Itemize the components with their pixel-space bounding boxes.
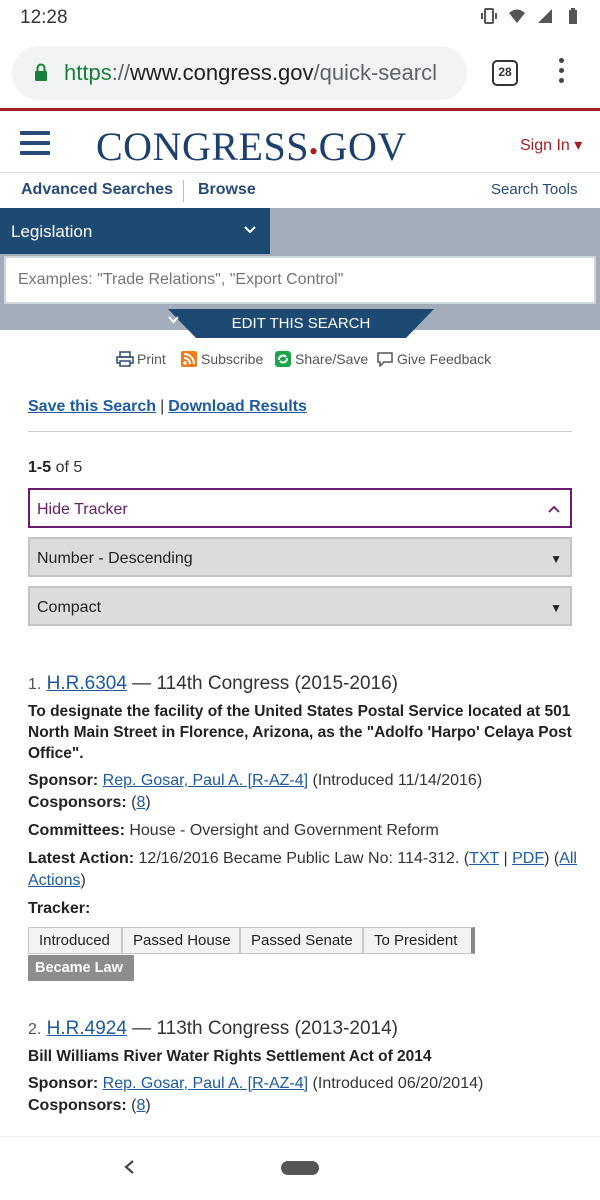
signal-icon (536, 7, 554, 25)
subscribe-button[interactable] (180, 351, 263, 367)
sponsor-label: Sponsor: (28, 1075, 99, 1092)
search-panel (0, 208, 600, 330)
advanced-searches-link[interactable]: Advanced Searches (21, 181, 174, 198)
hide-tracker-label: Hide Tracker (37, 501, 128, 518)
give-feedback-button[interactable] (376, 351, 491, 367)
results-range: 1-5 (28, 459, 52, 476)
address-bar[interactable] (12, 46, 467, 100)
secondary-nav (0, 173, 600, 208)
latest-action-label: Latest Action: (28, 850, 135, 867)
all-actions-link[interactable]: All Actions (28, 850, 577, 889)
printer-icon (116, 351, 134, 367)
sponsor-link[interactable]: Rep. Gosar, Paul A. [R-AZ-4] (102, 1075, 309, 1092)
download-results-link[interactable]: Download Results (168, 398, 307, 415)
back-icon[interactable] (122, 1159, 136, 1175)
latest-action-line: Latest Action: 12/16/2016 Became Public Law No: 114-312. (TXT | PDF) (All Actions) (28, 850, 577, 889)
tracker-step: Passed Senate (240, 927, 363, 954)
result-heading (28, 673, 578, 695)
view-select-value: Compact (37, 599, 102, 616)
divider (28, 431, 572, 432)
more-options-icon[interactable] (555, 58, 567, 88)
sign-in-link[interactable]: Sign In ▾ (520, 137, 583, 154)
committees-value: House - Oversight and Government Reform (124, 822, 439, 839)
clock: 12:28 (20, 7, 68, 28)
logo-dot: • (308, 137, 319, 166)
chevron-up-icon (548, 504, 560, 514)
nav-divider (183, 180, 184, 202)
cosponsors-link[interactable]: 8 (136, 1097, 146, 1114)
result-actions (28, 398, 307, 416)
latest-action-value: 12/16/2016 Became Public Law No: 114-312. ( (134, 850, 470, 867)
logo-word-gov: GOV (318, 124, 407, 169)
tracker-heading (28, 898, 578, 920)
print-label: Print (137, 351, 166, 367)
chevron-down-icon (168, 315, 179, 324)
site-logo[interactable] (96, 123, 407, 170)
speech-bubble-icon (376, 351, 394, 367)
share-icon (274, 351, 292, 367)
cosponsors-label: Cosponsors: (28, 1097, 127, 1114)
pdf-link[interactable]: PDF (512, 850, 545, 867)
result-item (28, 1018, 578, 1117)
status-bar (0, 0, 600, 36)
view-select[interactable] (28, 586, 572, 626)
tracker-step-current: Became Law (28, 955, 134, 981)
bill-title: Bill Williams River Water Rights Settlement Act of 2014 (28, 1048, 432, 1065)
subscribe-label: Subscribe (201, 351, 264, 367)
cosponsors-line: Cosponsors: (8) (28, 1097, 151, 1114)
bill-link[interactable]: H.R.6304 (46, 673, 127, 694)
dropdown-arrow-icon: ▼ (550, 601, 562, 615)
collection-select[interactable] (0, 208, 270, 254)
url-host: www.congress.gov (130, 60, 314, 85)
share-save-label: Share/Save (295, 351, 369, 367)
tracker-step: To President (363, 927, 475, 954)
lock-icon (34, 63, 48, 81)
browse-link[interactable]: Browse (198, 181, 256, 198)
tracker-label: Tracker: (28, 900, 91, 917)
committees-label: Committees: (28, 822, 125, 839)
txt-link[interactable]: TXT (469, 850, 500, 867)
chevron-down-icon (244, 224, 256, 236)
results-total: of 5 (51, 459, 83, 476)
sponsor-link[interactable]: Rep. Gosar, Paul A. [R-AZ-4] (102, 772, 309, 789)
share-save-button[interactable] (274, 351, 368, 367)
sponsor-label: Sponsor: (28, 772, 99, 789)
introduced-date: (Introduced 11/14/2016) (308, 772, 483, 789)
dropdown-arrow-icon: ▼ (550, 552, 562, 566)
vibrate-icon (480, 7, 498, 25)
action-separator: | (160, 398, 165, 415)
cosponsors-line: Cosponsors: (8) (28, 794, 151, 811)
battery-icon (564, 7, 582, 25)
sort-select[interactable] (28, 537, 572, 577)
tracker-step: Introduced (28, 927, 122, 954)
url-path: /quick-searcl (313, 60, 437, 85)
home-pill[interactable] (281, 1161, 319, 1175)
bill-title: To designate the facility of the United States Postal Service located at 501 North Main Street in Florence, Arizona, as the "Adolfo 'Harpo' Celaya Post Office". (28, 703, 572, 762)
save-search-link[interactable]: Save this Search (28, 398, 157, 415)
hide-tracker-button[interactable] (28, 488, 572, 528)
system-navigation-bar (0, 1136, 600, 1200)
collection-select-value: Legislation (11, 222, 93, 241)
site-header (0, 108, 600, 173)
congress-label: — 113th Congress (2013-2014) (126, 1018, 398, 1039)
url-separator: :// (111, 60, 131, 85)
wifi-icon (508, 7, 526, 25)
sponsor-line (28, 1073, 578, 1095)
logo-word-congress: CONGRESS (96, 124, 309, 169)
tracker-step: Passed House (122, 927, 240, 954)
result-number: 2. (28, 1021, 42, 1038)
introduced-date: (Introduced 06/20/2014) (308, 1075, 484, 1092)
rss-icon (180, 351, 198, 367)
search-input[interactable] (4, 256, 596, 304)
result-number: 1. (28, 676, 42, 693)
search-tools-link[interactable]: Search Tools (491, 181, 578, 198)
sponsor-line (28, 770, 578, 792)
congress-label: — 114th Congress (2015-2016) (126, 673, 398, 694)
browser-toolbar (0, 36, 600, 108)
url-scheme: https (64, 60, 112, 85)
sort-select-value: Number - Descending (37, 550, 193, 567)
give-feedback-label: Give Feedback (397, 351, 492, 367)
result-item (28, 673, 578, 920)
cosponsors-label: Cosponsors: (28, 794, 127, 811)
edit-search-toggle[interactable] (168, 309, 434, 338)
cosponsors-link[interactable]: 8 (136, 794, 146, 811)
bill-link[interactable]: H.R.4924 (46, 1018, 127, 1039)
hamburger-menu-icon[interactable] (20, 131, 50, 155)
print-button[interactable] (116, 351, 166, 367)
results-count (28, 459, 82, 477)
tab-switcher-button[interactable]: 28 (492, 60, 518, 86)
result-heading (28, 1018, 578, 1040)
committees-line (28, 820, 578, 842)
page-tools (0, 351, 600, 373)
url-text (64, 60, 437, 86)
edit-search-label: EDIT THIS SEARCH (168, 315, 434, 332)
